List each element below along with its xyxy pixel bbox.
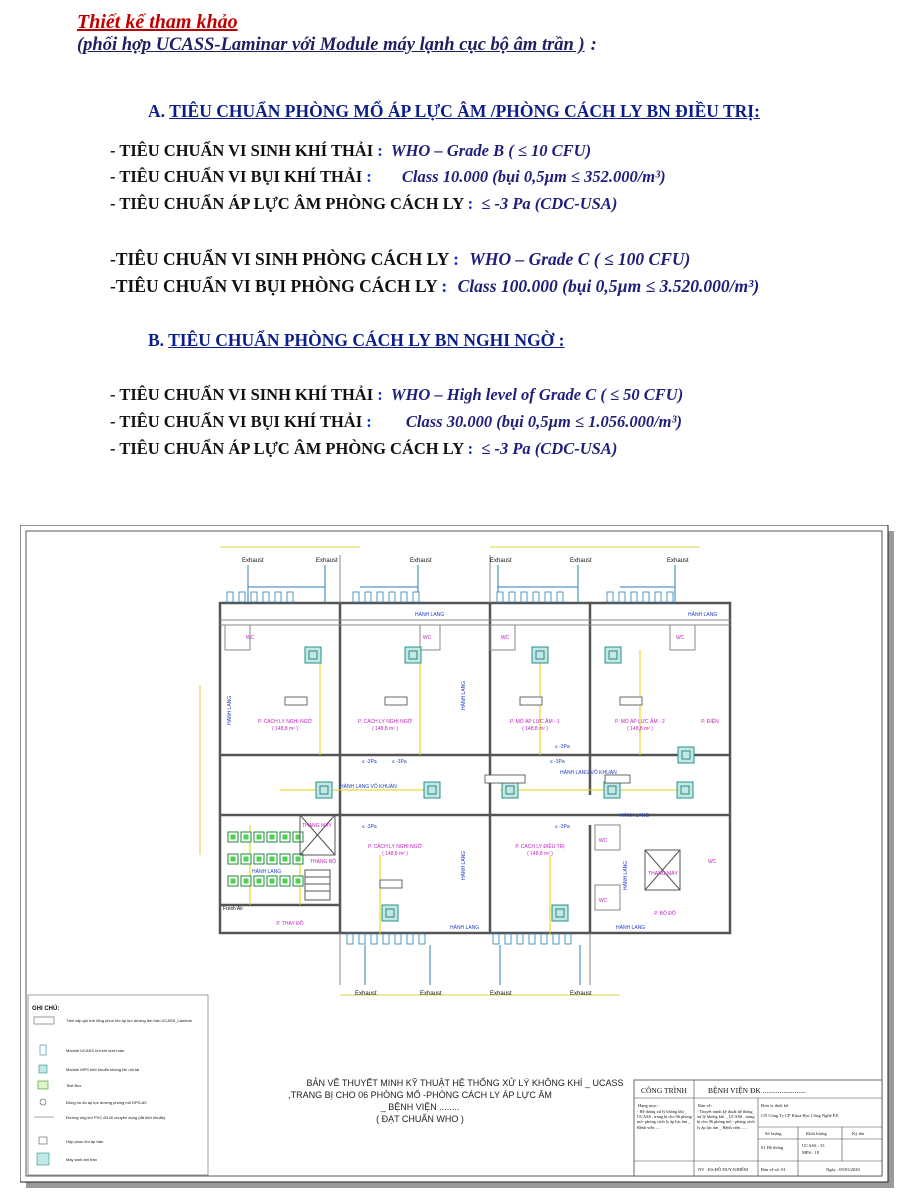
hallway-label: HÀNH LANG — [450, 925, 480, 931]
ceiling-ac-icon — [37, 1153, 49, 1165]
exhaust-label: Exhaust — [355, 991, 377, 997]
standard-label: - TIÊU CHUẨN VI BỤI KHÍ THẢI — [110, 167, 363, 186]
fresh-air-label: Fresh Air — [223, 906, 244, 912]
item-label: Hạng mục: — [638, 1103, 658, 1108]
legend-item: Test Box — [66, 1083, 82, 1088]
standard-label: - TIÊU CHUẨN VI SINH KHÍ THẢI — [110, 141, 374, 160]
room-area: ( 148,8 m² ) — [627, 726, 653, 732]
exhaust-label: Exhaust — [410, 558, 432, 564]
legend-item: Module UCASS hút khí dưới sàn — [66, 1048, 125, 1053]
drawing-date: Ngày : 09/03/2020 — [826, 1167, 860, 1172]
legend-item: Đường ống khí PVC Ø140 chuyên dụng (đã khử khuẩn) — [66, 1115, 166, 1120]
exhaust-label: Exhaust — [570, 558, 592, 564]
section-b-heading — [148, 330, 565, 351]
standard-value: WHO – Grade B ( ≤ 10 CFU) — [390, 141, 592, 160]
section-a-letter: A. — [148, 101, 166, 121]
hallway-label: HÀNH LANG — [252, 869, 282, 875]
hallway-label: HÀNH LANG — [623, 860, 629, 890]
exhaust-label: Exhaust — [242, 558, 264, 564]
legend-title: GHI CHÚ: — [32, 1006, 60, 1012]
room-label: THANG BỘ — [309, 859, 337, 865]
room-label: P. CÁCH LY NGHI NGỜ — [358, 719, 412, 725]
hallway-label: HÀNH LANG — [461, 850, 467, 880]
pressure-label: ≤ -3Pa — [555, 824, 570, 830]
qty-label: Số lượng — [765, 1131, 782, 1136]
room-label: P. THAY ĐỒ — [276, 921, 304, 927]
room-area: ( 148,8 m² ) — [272, 726, 298, 732]
laminar-panel-icon — [34, 1017, 54, 1024]
standard-line — [110, 167, 666, 187]
standard-label: - TIÊU CHUẨN ÁP LỰC ÂM PHÒNG CÁCH LY — [110, 439, 464, 458]
corridor-label: HÀNH LANG VÔ KHUẨN — [560, 770, 617, 776]
caption-line: _ BỆNH VIỆN ........ — [380, 1102, 460, 1112]
designer-label: Đơn vị thiết kế: — [761, 1103, 790, 1108]
standard-line — [110, 141, 591, 161]
document-subtitle — [77, 34, 897, 57]
project-label: CÔNG TRÌNH — [641, 1086, 687, 1095]
wc-label: WC — [422, 635, 432, 641]
hallway-label: HÀNH LANG — [415, 612, 445, 618]
room-area: ( 148,8 m² ) — [522, 726, 548, 732]
pressure-label: ≤ -3Pa — [550, 759, 565, 765]
test-box-icon — [38, 1081, 48, 1089]
hallway-label: HÀNH LANG — [227, 695, 233, 725]
standard-colon: : — [441, 276, 448, 296]
title-block — [634, 1080, 882, 1176]
standard-value: Class 100.000 (bụi 0,5µm ≤ 3.520.000/m³) — [457, 276, 760, 296]
wc-label: WC — [500, 635, 510, 641]
standard-value: ≤ -3 Pa (CDC-USA) — [481, 194, 618, 213]
standard-colon: : — [467, 439, 474, 458]
wc-label: WC — [707, 859, 717, 865]
standard-line — [110, 412, 682, 432]
pressure-label: ≤ -3Pa — [362, 759, 377, 765]
pressure-label: ≤ -3Pa — [392, 759, 407, 765]
item-text: - Hệ thống xử lý không khí _ UCASS , trang bị cho 06 phòng mổ- phòng cách ly áp lực âm _ Bệnh viện .... — [637, 1109, 692, 1130]
hallway-label: HÀNH LANG — [688, 612, 718, 618]
legend-item: Máy lạnh âm trần — [66, 1157, 97, 1162]
drawing-label: Bản vẽ: — [698, 1103, 712, 1108]
standard-colon: : — [377, 141, 383, 160]
standard-line — [110, 194, 617, 214]
standard-colon: : — [453, 249, 459, 269]
standard-colon: : — [467, 194, 474, 213]
room-label: THANG MÁY — [302, 823, 332, 829]
wc-label: WC — [598, 838, 608, 844]
legend-item: Đồng hồ đo áp lực dương phòng mổ DPG-60 — [66, 1100, 147, 1105]
drawer-name: NV : KS.ĐỖ DUY KHIÊM — [698, 1167, 748, 1172]
room-label: P. CÁCH LY ĐIỀU TRỊ — [515, 844, 565, 850]
caption-line: ( ĐẠT CHUẨN WHO ) — [376, 1114, 464, 1124]
standard-line — [110, 439, 617, 459]
legend — [28, 995, 208, 1175]
exhaust-label: Exhaust — [667, 558, 689, 564]
wc-label: WC — [675, 635, 685, 641]
standard-label: - TIÊU CHUẨN VI BỤI KHÍ THẢI — [110, 412, 363, 431]
standard-line — [110, 385, 683, 405]
room-label: P. MỔ ÁP LỰC ÂM - 1 — [510, 719, 560, 725]
room-label: THANG MÁY — [648, 871, 678, 877]
standard-value: WHO – High level of Grade C ( ≤ 50 CFU) — [390, 385, 684, 404]
caption-line: ,TRANG BỊ CHO 06 PHÒNG MỔ -PHÒNG CÁCH LY ÁP LỰC ÂM — [288, 1090, 552, 1100]
document-title: Thiết kế tham khảo — [77, 11, 238, 33]
section-b-title: TIÊU CHUẨN PHÒNG CÁCH LY BN NGHI NGỜ : — [168, 330, 565, 350]
legend-item: Module MPS khử khuẩn không khí nội tại — [66, 1067, 140, 1072]
standard-line — [110, 276, 759, 297]
volume-label: Khối lượng — [806, 1131, 827, 1136]
exhaust-label: Exhaust — [490, 991, 512, 997]
standard-colon: : — [366, 412, 372, 431]
standard-line — [110, 249, 690, 270]
pressure-label: ≤ -3Pa — [362, 824, 377, 830]
standard-colon: : — [366, 167, 372, 186]
legend-item: Tấm cấp gió trời tổng phun khí áp lực dương âm trần UCASS_Laminar — [66, 1018, 192, 1023]
standard-colon: : — [377, 385, 383, 404]
standard-value: Class 30.000 (bụi 0,5µm ≤ 1.056.000/m³) — [405, 412, 682, 431]
hallway-label: HÀNH LANG — [616, 925, 646, 931]
standard-label: - TIÊU CHUẨN ÁP LỰC ÂM PHÒNG CÁCH LY — [110, 194, 464, 213]
designer-value: CN Công Ty CP Khoa Học Công Nghệ P.E — [761, 1113, 839, 1118]
qty-value: 01 Hệ thống — [761, 1145, 784, 1150]
floor-plan-drawing — [20, 525, 896, 1190]
mps-module-icon — [39, 1065, 47, 1073]
sheet-number: Bản vẽ số: 01 — [761, 1167, 786, 1172]
sign-label: Ký tên — [852, 1131, 865, 1136]
volume-value: MPS : 18 — [802, 1150, 820, 1155]
room-area: ( 148,8 m² ) — [382, 851, 408, 857]
ucass-module-icon — [40, 1045, 46, 1055]
exhaust-label: Exhaust — [570, 991, 592, 997]
wc-label: WC — [598, 898, 608, 904]
subtitle-colon: : — [590, 35, 597, 55]
standard-value: WHO – Grade C ( ≤ 100 CFU) — [469, 249, 691, 269]
legend-item: Hộp phun khí áp trần — [66, 1139, 104, 1144]
subtitle-text: (phối hợp UCASS-Laminar với Module máy lạnh cục bộ âm trần ) — [77, 35, 585, 55]
room-label: P. CÁCH LY NGHI NGỜ — [258, 719, 312, 725]
ceiling-box-icon — [39, 1137, 47, 1144]
standard-label: -TIÊU CHUẨN VI BỤI PHÒNG CÁCH LY — [110, 276, 438, 296]
room-label: P. MỔ ÁP LỰC ÂM - 2 — [615, 719, 665, 725]
volume-value: UCASS : 33 — [802, 1143, 825, 1148]
room-label: P. ĐIỆN — [701, 719, 719, 725]
room-area: ( 148,8 m² ) — [527, 851, 553, 857]
exhaust-label: Exhaust — [420, 991, 442, 997]
room-area: ( 148,8 m² ) — [372, 726, 398, 732]
wc-label: WC — [245, 635, 255, 641]
section-a-heading — [148, 101, 760, 122]
section-b-letter: B. — [148, 330, 165, 350]
document-header — [77, 10, 897, 57]
room-label: P. CÁCH LY NGHI NGỜ — [368, 844, 422, 850]
exhaust-label: Exhaust — [316, 558, 338, 564]
caption-line: BẢN VẼ THUYẾT MINH KỸ THUẬT HỆ THỐNG XỬ LÝ KHÔNG KHÍ _ UCASS — [306, 1078, 624, 1088]
room-label: P. BÔ ĐỒ — [654, 911, 676, 917]
corridor-label: HÀNH LANG VÔ KHUẨN — [340, 784, 397, 790]
section-a-title: TIÊU CHUẨN PHÒNG MỔ ÁP LỰC ÂM /PHÒNG CÁCH LY BN ĐIỀU TRỊ: — [169, 101, 760, 121]
exhaust-label: Exhaust — [490, 558, 512, 564]
project-value: BỆNH VIỆN ĐK ....................... — [708, 1086, 806, 1095]
standard-value: ≤ -3 Pa (CDC-USA) — [481, 439, 618, 458]
standard-value: Class 10.000 (bụi 0,5µm ≤ 352.000/m³) — [401, 167, 666, 186]
hallway-label: HÀNH LANG — [620, 813, 650, 819]
standard-label: -TIÊU CHUẨN VI SINH PHÒNG CÁCH LY — [110, 249, 449, 269]
drawing-text: - Thuyết minh kỹ thuật hệ thống xử lý không khí _ UCASS , trang bị cho 06 phòng mổ - phòng cách ly áp lực âm _ Bệnh viện ...... — [697, 1109, 755, 1130]
hallway-label: HÀNH LANG — [461, 680, 467, 710]
standard-label: - TIÊU CHUẨN VI SINH KHÍ THẢI — [110, 385, 374, 404]
pressure-label: ≤ -3Pa — [555, 744, 570, 750]
